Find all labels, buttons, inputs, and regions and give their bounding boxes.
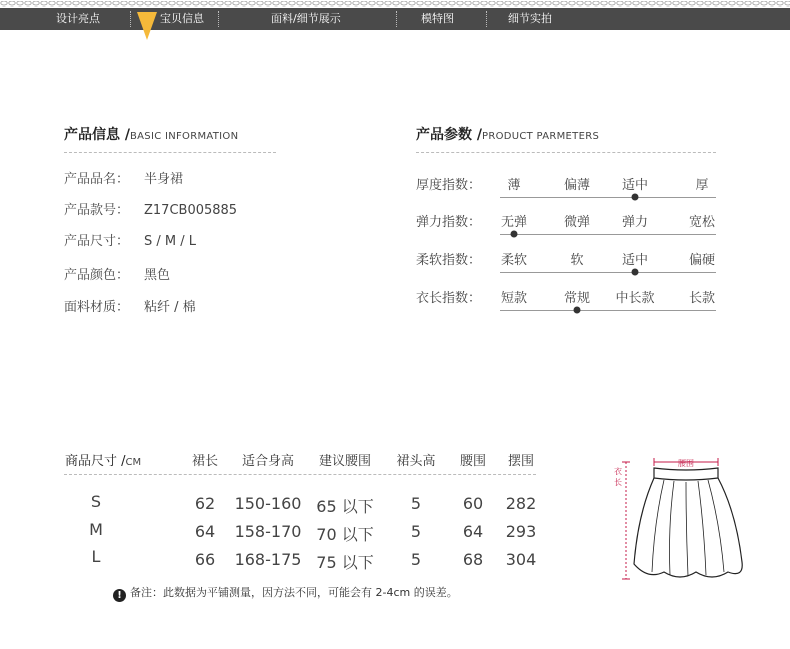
scale-track [500,234,716,235]
scale-option: 宽松 [688,215,716,230]
measurement-note [113,584,458,602]
size-column-header: 腰围 [459,454,487,469]
active-tab-marker [137,12,157,40]
size-column-header: 适合身高 [241,454,295,469]
size-table-cell: 158-170 [234,522,302,541]
info-value: 黑色 [144,268,171,283]
size-table-cell: 282 [505,494,537,513]
info-value: 半身裙 [144,172,184,187]
product-params-divider [416,152,716,153]
scale-option: 常规 [563,291,591,306]
nav-tab-fabric-details[interactable]: 面料/细节展示 [271,12,341,25]
product-params-title-en: PRODUCT PARMETERS [482,131,600,142]
scale-option: 软 [570,253,584,268]
nav-tab-product-info[interactable]: 宝贝信息 [160,12,204,25]
skirt-diagram [608,454,768,584]
scale-track [500,310,716,311]
basic-info-title [64,124,238,144]
size-table-cell: 65 以下 [316,497,374,516]
info-row-color [64,264,170,283]
length-measure-marker [622,462,630,579]
skirt-illustration [634,468,742,577]
scale-option: 短款 [500,291,528,306]
size-table-cell: 68 [462,550,484,569]
scale-option: 无弹 [500,215,528,230]
scale-indicator-dot [511,231,518,238]
info-value: 粘纤 / 棉 [144,300,196,315]
nav-divider [396,11,397,27]
top-nav-bar [0,8,790,30]
size-table-title-text: 商品尺寸 / [65,454,126,469]
waist-label: 腰围 [678,459,694,468]
scale-indicator-dot [574,307,581,314]
size-table-cell: 60 [462,494,484,513]
param-label-thickness: 厚度指数： [416,178,482,193]
basic-info-divider [64,152,276,153]
size-table-unit: CM [125,457,142,468]
info-label: 产品尺寸： [64,234,130,249]
param-label-elasticity: 弹力指数： [416,215,482,230]
size-table-cell: 64 [194,522,216,541]
basic-info-title-cn: 产品信息 / [64,127,130,143]
info-row-style-number [64,199,237,218]
nav-divider [486,11,487,27]
scale-option: 厚 [695,178,709,193]
info-row-size [64,230,196,249]
size-column-header: 裙头高 [396,454,436,469]
size-column-header: 建议腰围 [318,454,372,469]
scale-indicator-dot [632,194,639,201]
exclamation-icon: ! [113,589,126,602]
size-column-header: 摆围 [507,454,535,469]
nav-divider [130,11,131,27]
info-row-material [64,296,196,315]
scale-option: 长款 [688,291,716,306]
info-value: S / M / L [144,234,196,249]
scale-option: 柔软 [500,253,528,268]
scale-track [500,197,716,198]
size-table-cell: 66 [194,550,216,569]
param-label-length: 衣长指数： [416,291,482,306]
nav-tab-design-highlights[interactable]: 设计亮点 [56,12,100,25]
size-row-label: L [91,547,101,566]
size-table-cell: 304 [505,550,537,569]
info-label: 产品颜色： [64,268,130,283]
size-column-header: 裙长 [191,454,219,469]
param-label-softness: 柔软指数： [416,253,482,268]
info-value: Z17CB005885 [144,203,238,218]
size-table-cell: 70 以下 [316,525,374,544]
info-label: 产品品名： [64,172,130,187]
scale-option: 偏薄 [563,178,591,193]
nav-divider [218,11,219,27]
scale-indicator-dot [632,269,639,276]
size-table-divider [64,474,536,475]
product-params-title-cn: 产品参数 / [416,127,482,143]
note-text: 备注：此数据为平铺测量，因方法不同，可能会有 2-4cm 的误差。 [130,586,458,599]
scale-option: 适中 [621,253,649,268]
size-row-label: M [89,520,103,539]
info-label: 面料材质： [64,300,130,315]
size-table-cell: 5 [410,522,422,541]
size-table-cell: 75 以下 [316,553,374,572]
basic-info-title-en: BASIC INFORMATION [130,131,239,142]
size-table-cell: 5 [410,550,422,569]
scale-option: 薄 [507,178,521,193]
size-table-cell: 168-175 [234,550,302,569]
scale-track [500,272,716,273]
size-table-cell: 62 [194,494,216,513]
scale-option: 弹力 [621,215,649,230]
size-table-cell: 64 [462,522,484,541]
nav-tab-detail-photos[interactable]: 细节实拍 [508,12,552,25]
info-label: 产品款号： [64,203,130,218]
size-row-label: S [90,492,102,511]
scale-option: 偏硬 [688,253,716,268]
info-row-name [64,168,183,187]
size-table-title [65,450,141,469]
size-table-cell: 150-160 [234,494,302,513]
scale-option: 微弹 [563,215,591,230]
product-params-title [416,124,599,144]
scale-option: 中长款 [615,291,655,306]
scale-option: 适中 [621,178,649,193]
length-label: 衣长 [614,467,622,487]
nav-top-border [0,0,790,8]
size-table-cell: 5 [410,494,422,513]
size-table-cell: 293 [505,522,537,541]
nav-tab-model-photos[interactable]: 模特图 [421,12,454,25]
